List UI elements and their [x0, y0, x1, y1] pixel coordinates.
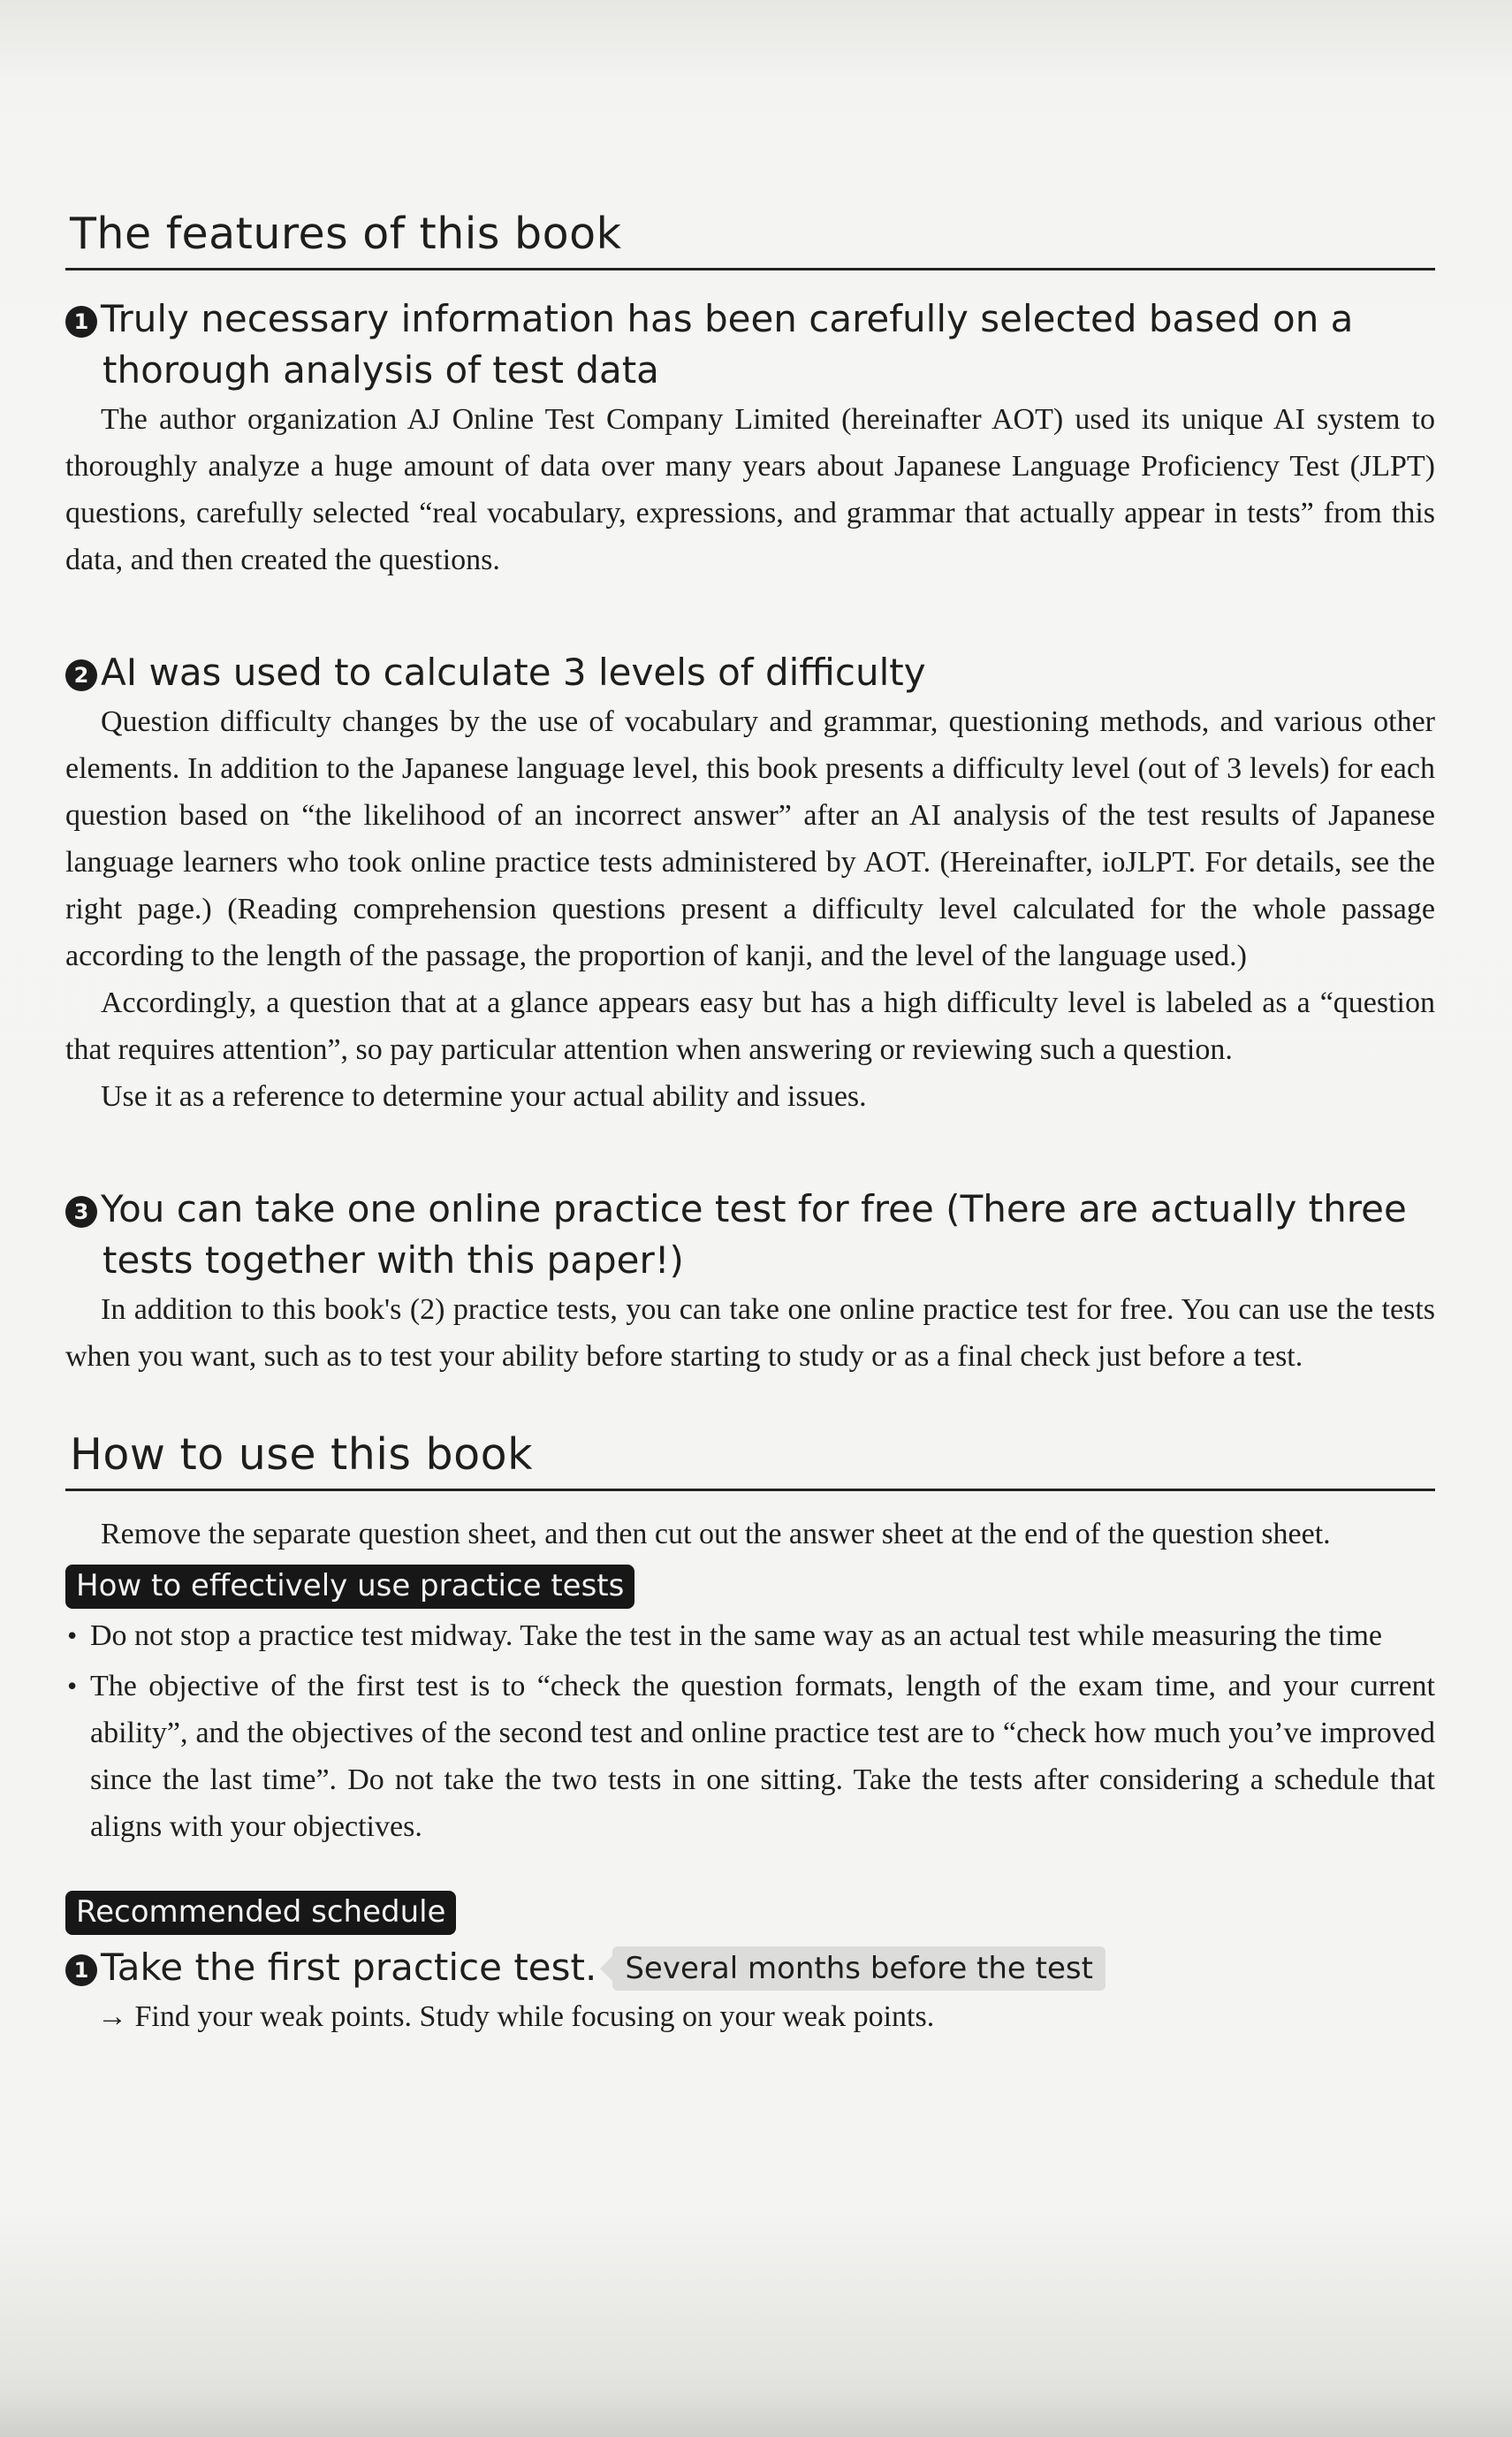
features-section-title: The features of this book [65, 209, 1435, 270]
list-item-text: The objective of the first test is to “check the question formats, length of the exam time, and your current ability”, and the objectives of the second test and online practice test are to “check how much you’ve improved since the last time”. Do not take the two tests in one sitting. Take the tests after considering a schedule that aligns with your objectives. [90, 1669, 1435, 1843]
feature-3-number-badge: 3 [65, 1196, 97, 1228]
practice-tips-list [65, 1612, 1435, 1850]
feature-2-heading [65, 647, 1435, 698]
feature-1-heading [65, 293, 1435, 396]
feature-1-heading-text: Truly necessary information has been carefully selected based on a thorough analysis of test data [101, 296, 1354, 392]
practice-tests-tag: How to effectively use practice tests [65, 1565, 634, 1609]
feature-1 [65, 293, 1435, 583]
usage-section-title: How to use this book [65, 1429, 1435, 1491]
bullet-icon: • [67, 1618, 78, 1651]
usage-intro: Remove the separate question sheet, and then cut out the answer sheet at the end of the question sheet. [101, 1517, 1331, 1550]
feature-2-paragraph-2: Accordingly, a question that at a glance appears easy but has a high difficulty level is labeled as a “question that requires attention”, so pay particular attention when answering or reviewing such a question. [65, 986, 1435, 1066]
step-1-number-badge: 1 [65, 1954, 97, 1986]
feature-2-heading-text: AI was used to calculate 3 levels of difficulty [101, 650, 926, 694]
feature-1-paragraph: The author organization AJ Online Test Company Limited (hereinafter AOT) used its unique AI system to thoroughly analyze a huge amount of data over many years about Japanese Language Proficiency Test (JLPT) questions, carefully selected “real vocabulary, expressions, and grammar that actually appear in tests” from this data, and then created the questions. [65, 402, 1435, 576]
schedule-tag: Recommended schedule [65, 1891, 456, 1935]
schedule-step-1 [65, 1942, 1435, 1993]
step-1-timing-badge: Several months before the test [612, 1946, 1106, 1991]
feature-3-paragraph: In addition to this book's (2) practice tests, you can take one online practice test for free. You can use the tests when you want, such as to test your ability before starting to study or as a final check just before a test. [65, 1292, 1435, 1373]
feature-3-heading-text: You can take one online practice test for free (There are actually three tests together with this paper!) [101, 1186, 1407, 1282]
feature-2 [65, 647, 1435, 1120]
feature-3-heading [65, 1184, 1435, 1286]
page-content [65, 209, 1435, 2040]
list-item [65, 1663, 1435, 1850]
bullet-icon: • [67, 1669, 78, 1702]
list-item [65, 1612, 1435, 1659]
feature-1-number-badge: 1 [65, 306, 97, 338]
step-1-note: → Find your weak points. Study while focusing on your weak points. [97, 1999, 935, 2033]
feature-2-paragraph-1: Question difficulty changes by the use of vocabulary and grammar, questioning methods, and various other elements. In addition to the Japanese language level, this book presents a difficulty level (out of 3 levels) for each question based on “the likelihood of an incorrect answer” after an AI analysis of the test results of Japanese language learners who took online practice tests administered by AOT. (Hereinafter, ioJLPT. For details, see the right page.) (Reading comprehension questions present a difficulty level calculated for the whole passage according to the length of the passage, the proportion of kanji, and the level of the language used.) [65, 704, 1435, 972]
feature-2-number-badge: 2 [65, 659, 97, 691]
feature-3 [65, 1184, 1435, 1380]
step-1-label: Take the first practice test. [101, 1945, 597, 1989]
feature-2-paragraph-3: Use it as a reference to determine your actual ability and issues. [101, 1079, 867, 1113]
list-item-text: Do not stop a practice test midway. Take the test in the same way as an actual test while measuring the time [90, 1618, 1383, 1652]
